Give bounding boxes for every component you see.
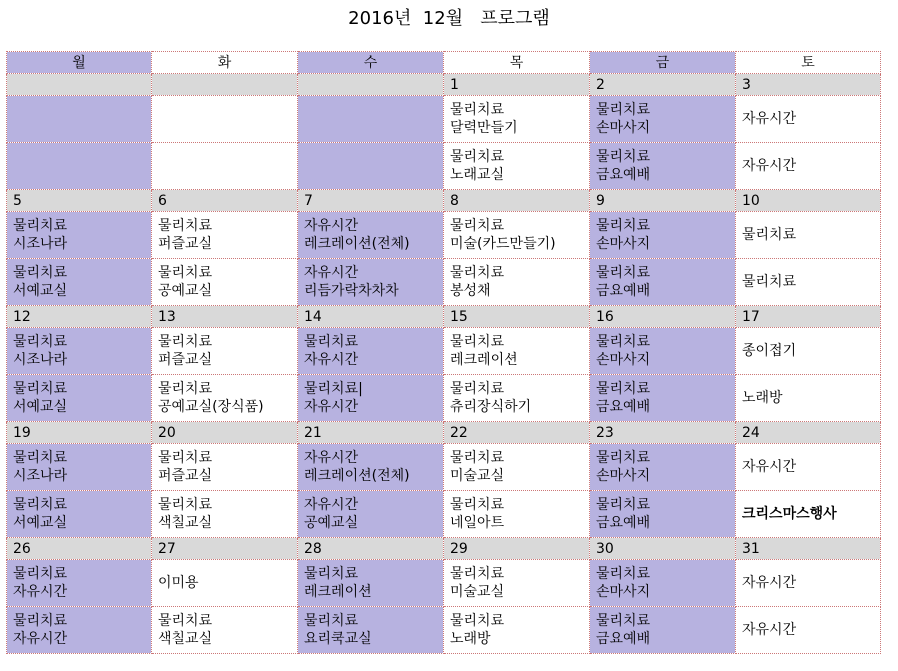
activity-cell [7,444,152,491]
date-cell [152,306,298,328]
date-row [7,538,881,560]
activity-cell [7,560,152,607]
date-row [7,190,881,212]
activity-text: 물리치료 서예교실 [13,497,68,531]
activity-cell [590,328,736,375]
date-number: 29 [450,540,468,557]
activity-text: 자유시간 [742,622,797,638]
date-number: 31 [742,540,760,557]
date-number: 28 [304,540,322,557]
activity-text: 물리치료 공예교실(장식품) [158,381,264,415]
activity-text: 자유시간 [742,158,797,174]
date-cell [152,190,298,212]
activity-text: 물리치료 요리쿡교실 [304,613,372,647]
activity-text: 크리스마스행사 [742,506,837,522]
activity-cell [736,212,881,259]
date-number: 9 [596,192,605,209]
activity-cell [590,444,736,491]
calendar-body [7,74,881,654]
date-number: 15 [450,308,468,325]
activity-cell [298,444,444,491]
activity-text: 물리치료 공예교실 [158,265,213,299]
activity-text: 물리치료 금요예배 [596,265,651,299]
page-title: 2016년 12월 프로그램 [348,8,550,29]
date-cell [590,538,736,560]
weekday-wed: 수 [298,52,444,74]
activity-text: 자유시간 리듬가락차차차 [304,265,399,299]
activity-text: 종이접기 [742,343,797,359]
activity-text: 물리치료 금요예배 [596,381,651,415]
activity-text: 물리치료 츄리장식하기 [450,381,532,415]
date-number: 16 [596,308,614,325]
activity-text: 물리치료 자유시간 [13,613,68,647]
activity-cell [7,607,152,654]
date-number: 2 [596,76,605,93]
activity-cell [152,143,298,190]
activity-cell [298,259,444,306]
date-cell [298,306,444,328]
date-number: 20 [158,424,176,441]
activity-text: 물리치료 손마사지 [596,102,651,136]
date-cell [444,422,590,444]
date-cell [590,74,736,96]
activity-cell [152,259,298,306]
date-number: 27 [158,540,176,557]
activity-text: 물리치료 레크레이션 [304,566,372,600]
date-cell [444,538,590,560]
activity-cell [152,444,298,491]
date-number: 19 [13,424,31,441]
activity-row [7,560,881,607]
activity-cell [152,328,298,375]
date-cell [298,538,444,560]
activity-text: 물리치료 노래교실 [450,149,505,183]
activity-cell [298,96,444,143]
activity-text: 물리치료 손마사지 [596,334,651,368]
date-row [7,422,881,444]
activity-cell [590,607,736,654]
date-number [298,77,304,93]
activity-text: 물리치료 [742,227,797,243]
activity-row [7,328,881,375]
calendar-table [6,51,881,654]
activity-cell [152,491,298,538]
activity-text: 물리치료 퍼즐교실 [158,334,213,368]
activity-cell [444,444,590,491]
activity-row [7,491,881,538]
activity-text: 물리치료 손마사지 [596,218,651,252]
date-number: 14 [304,308,322,325]
date-cell [736,538,881,560]
activity-cell [444,607,590,654]
activity-cell [7,143,152,190]
activity-text: 이미용 [158,575,199,591]
activity-text: 자유시간 공예교실 [304,497,359,531]
weekday-header-row [7,52,881,74]
activity-cell [444,212,590,259]
weekday-mon: 월 [7,52,152,74]
activity-cell [590,212,736,259]
activity-text: 물리치료 금요예배 [596,613,651,647]
date-number: 6 [158,192,167,209]
activity-cell [444,143,590,190]
activity-row [7,143,881,190]
date-number: 21 [304,424,322,441]
date-cell [736,190,881,212]
activity-cell [298,491,444,538]
activity-text: 물리치료 자유시간 [13,566,68,600]
activity-text: 물리치료 시조나라 [13,218,68,252]
activity-cell [444,375,590,422]
activity-cell [736,607,881,654]
activity-text: 물리치료 서예교실 [13,265,68,299]
activity-row [7,212,881,259]
activity-text: 물리치료 시조나라 [13,450,68,484]
date-number: 30 [596,540,614,557]
date-cell [7,74,152,96]
date-cell [152,538,298,560]
activity-text: 물리치료 색칠교실 [158,497,213,531]
date-number: 22 [450,424,468,441]
date-number: 23 [596,424,614,441]
activity-cell [590,143,736,190]
date-cell [736,74,881,96]
activity-cell [7,212,152,259]
activity-text: 물리치료 시조나라 [13,334,68,368]
date-cell [7,538,152,560]
activity-text: 자유시간 [742,111,797,127]
weekday-sat: 토 [736,52,881,74]
date-cell [298,74,444,96]
date-cell [298,190,444,212]
date-cell [736,422,881,444]
activity-text: 물리치료 손마사지 [596,450,651,484]
activity-cell [7,96,152,143]
date-number: 26 [13,540,31,557]
activity-text: 물리치료 달력만들기 [450,102,518,136]
activity-cell [152,96,298,143]
date-number: 24 [742,424,760,441]
activity-text: 물리치료 [742,274,797,290]
activity-text: 물리치료 퍼즐교실 [158,450,213,484]
activity-text: 물리치료 서예교실 [13,381,68,415]
activity-cell [590,491,736,538]
activity-text: 물리치료 레크레이션 [450,334,518,368]
activity-text: 자유시간 [742,575,797,591]
date-number: 12 [13,308,31,325]
activity-cell [7,491,152,538]
date-number: 5 [13,192,22,209]
activity-text: 자유시간 [742,459,797,475]
activity-text: 물리치료 자유시간 [304,334,359,368]
activity-text: 물리치료 봉성채 [450,265,505,299]
activity-cell [444,491,590,538]
activity-cell [590,96,736,143]
date-cell [590,190,736,212]
activity-cell [298,328,444,375]
date-number: 1 [450,76,459,93]
activity-cell [444,328,590,375]
activity-cell [152,607,298,654]
date-number: 7 [304,192,313,209]
date-cell [444,74,590,96]
activity-cell [298,143,444,190]
activity-cell [736,375,881,422]
activity-cell [736,560,881,607]
activity-text: 물리치료 노래방 [450,613,505,647]
date-number: 3 [742,76,751,93]
date-cell [7,190,152,212]
activity-text: 자유시간 레크레이션(전체) [304,218,410,252]
date-number [152,77,158,93]
activity-text: 물리치료 손마사지 [596,566,651,600]
activity-cell [152,212,298,259]
activity-text: 물리치료| 자유시간 [304,381,363,415]
activity-cell [590,375,736,422]
activity-row [7,96,881,143]
activity-cell [736,491,881,538]
activity-text: 물리치료 색칠교실 [158,613,213,647]
activity-cell [736,96,881,143]
weekday-tue: 화 [152,52,298,74]
activity-text: 물리치료 미술교실 [450,450,505,484]
date-cell [444,190,590,212]
date-number: 10 [742,192,760,209]
date-cell [7,306,152,328]
activity-cell [152,375,298,422]
activity-text: 물리치료 퍼즐교실 [158,218,213,252]
activity-text: 물리치료 금요예배 [596,149,651,183]
activity-cell [298,560,444,607]
activity-cell [736,259,881,306]
activity-cell [736,328,881,375]
date-cell [590,306,736,328]
activity-text: 물리치료 금요예배 [596,497,651,531]
date-cell [152,422,298,444]
date-cell [152,74,298,96]
activity-cell [444,96,590,143]
activity-row [7,259,881,306]
weekday-thu: 목 [444,52,590,74]
date-cell [444,306,590,328]
activity-cell [298,375,444,422]
date-row [7,306,881,328]
activity-text: 물리치료 미술교실 [450,566,505,600]
activity-cell [298,607,444,654]
activity-cell [7,259,152,306]
activity-text: 물리치료 네일아트 [450,497,505,531]
activity-row [7,375,881,422]
date-number: 17 [742,308,760,325]
activity-text: 자유시간 레크레이션(전체) [304,450,410,484]
activity-text: 물리치료 미술(카드만들기) [450,218,556,252]
activity-cell [444,560,590,607]
activity-row [7,444,881,491]
weekday-fri: 금 [590,52,736,74]
activity-cell [152,560,298,607]
date-cell [590,422,736,444]
activity-cell [590,259,736,306]
date-row [7,74,881,96]
activity-cell [298,212,444,259]
activity-cell [736,143,881,190]
activity-cell [444,259,590,306]
activity-cell [590,560,736,607]
date-cell [736,306,881,328]
activity-row [7,607,881,654]
date-cell [7,422,152,444]
date-number: 13 [158,308,176,325]
date-number: 8 [450,192,459,209]
date-cell [298,422,444,444]
activity-text: 노래방 [742,390,783,406]
activity-cell [736,444,881,491]
activity-cell [7,375,152,422]
activity-cell [7,328,152,375]
date-number [7,77,13,93]
